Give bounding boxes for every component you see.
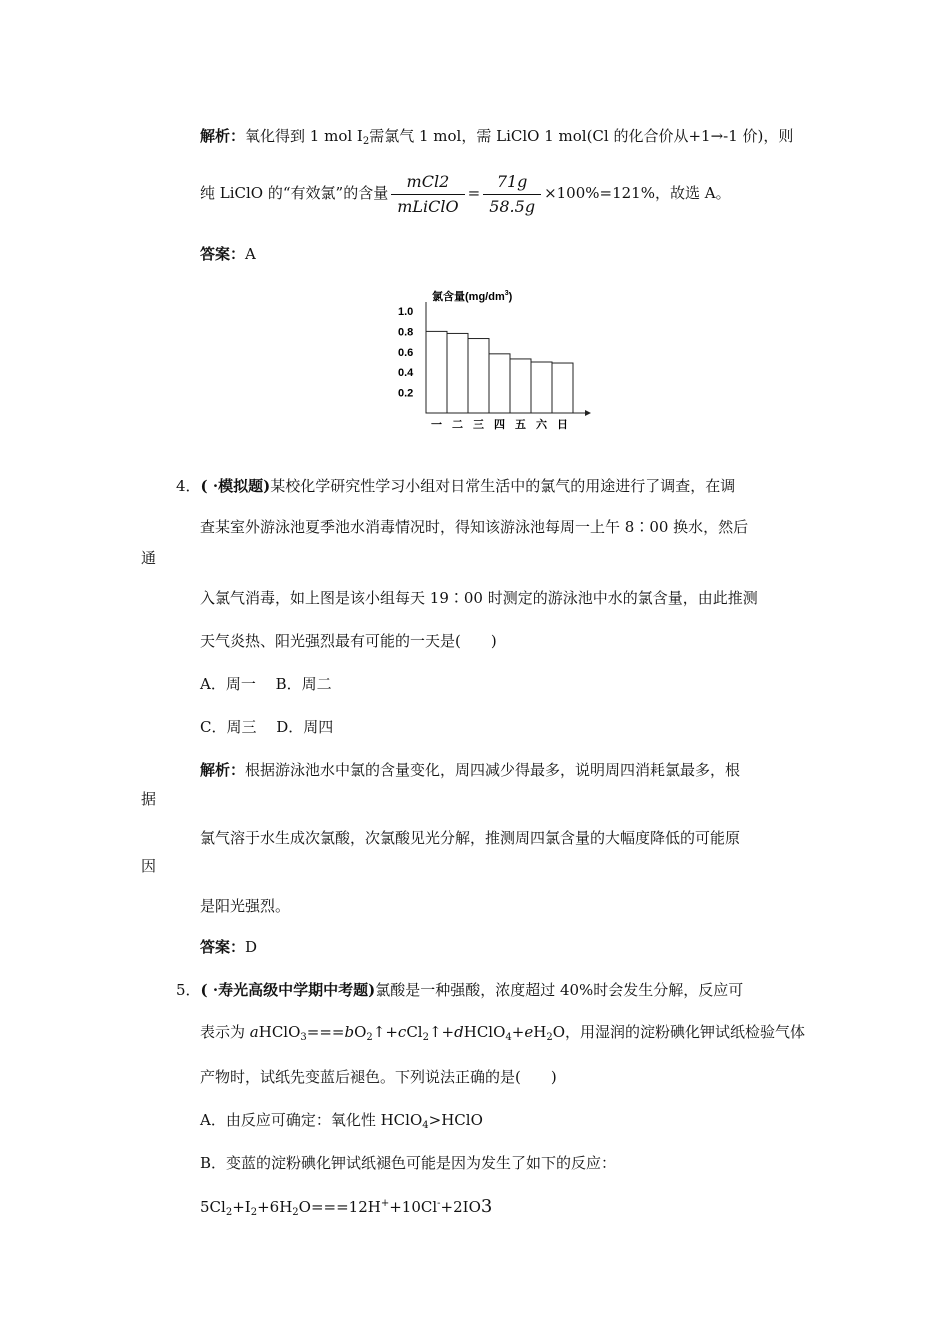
- bar-5: [510, 359, 531, 413]
- reaction-equation: $aHClO_3===bO_2↑+cCl_2↑+dHClO_4+eH_2O$: [249, 1023, 566, 1043]
- bar-2: [447, 333, 468, 413]
- y-tick-label: 0.6: [398, 346, 414, 359]
- y-tick-label: 0.8: [398, 326, 414, 339]
- x-tick-label: 日: [557, 419, 568, 431]
- q4-explanation-line2: 氯气溶于水生成次氯酸，次氯酸见光分解，推测周四氯含量的大幅度降低的可能原: [200, 829, 741, 847]
- x-tick-label: 四: [494, 419, 505, 431]
- x-tick-label: 六: [536, 419, 547, 431]
- q4-line3: 入氯气消毒，如上图是该小组每天 19∶00 时测定的游泳池中水的氯含量，由此推测: [200, 589, 758, 607]
- y-tick-label: 1.0: [398, 306, 414, 318]
- q4-line4: 天气炎热、阳光强烈最有可能的一天是( ): [200, 632, 497, 650]
- fraction-71g-58-5g: $\frac{71g}{58.5g}$: [483, 172, 541, 217]
- q4-explanation-wrap2: 因: [141, 857, 157, 875]
- q5-option-a: A．由反应可确定：氧化性 HClO$_4$>HClO: [200, 1111, 483, 1131]
- q4-explanation-line3: 是阳光强烈。: [200, 897, 291, 915]
- q4-line2-wrap: 通: [141, 549, 157, 567]
- bar-4: [489, 354, 510, 413]
- x-tick-label: 二: [452, 419, 463, 431]
- bar-3: [468, 339, 489, 413]
- q5-line1: 5．( ·寿光高级中学期中考题)氯酸是一种强酸，浓度超过 40%时会发生分解，反应可: [176, 981, 744, 999]
- x-tick-label: 三: [473, 419, 484, 431]
- bar-7: [552, 363, 573, 413]
- q5-reaction-equation: $5Cl_2+I_2+6H_2O===12H^++10Cl^-+2IO3$: [200, 1196, 493, 1218]
- x-axis-arrow: [585, 410, 591, 416]
- explanation-label: 解析：: [200, 127, 246, 145]
- q5-option-b: B．变蓝的淀粉碘化钾试纸褪色可能是因为发生了如下的反应：: [200, 1154, 617, 1172]
- q3-explanation-line1: 解析：氧化得到 1 mol $I_2$需氯气 1 mol，需 LiClO 1 mol(Cl 的化合价从+1→-1 价)，则: [200, 127, 794, 147]
- q4-line2: 查某室外游泳池夏季池水消毒情况时，得知该游泳池每周一上午 8∶00 换水，然后: [200, 518, 749, 536]
- chart-title: 氯含量$(mg/dm^3)$: [432, 290, 513, 303]
- q4-options-ab: A．周一 B．周二: [200, 675, 332, 693]
- chlorine-content-bar-chart: [390, 286, 600, 436]
- q4-options-cd: C．周三 D．周四: [200, 718, 334, 736]
- fraction-mcl2-mliclo: $\frac{\text{mCl2}}{\text{mLiClO}}$: [391, 172, 464, 217]
- y-tick-label: 0.2: [398, 387, 414, 400]
- q3-answer: 答案：A: [200, 245, 256, 263]
- x-tick-label: 一: [431, 419, 442, 431]
- q4-line1: 4．( ·模拟题)某校化学研究性学习小组对日常生活中的氯气的用途进行了调查，在调: [176, 477, 736, 495]
- bar-6: [531, 362, 552, 413]
- q4-answer: 答案：D: [200, 938, 258, 956]
- q5-line3: 产物时，试纸先变蓝后褪色。下列说法正确的是( ): [200, 1068, 557, 1086]
- q3-explanation-line2: 纯 LiClO 的“有效氯”的含量 $\frac{\text{mCl2}}{\text{mLiClO}}$ = $\frac{71g}{58.5g}$ ×100%=121%，故选 A。: [200, 171, 731, 216]
- x-tick-label: 五: [515, 419, 526, 431]
- bar-1: [426, 331, 447, 413]
- y-tick-label: 0.4: [398, 367, 414, 380]
- q4-explanation-line1: 解析：根据游泳池水中氯的含量变化，周四减少得最多，说明周四消耗氯最多，根: [200, 761, 741, 779]
- q5-line2: 表示为 $aHClO_3===bO_2↑+cCl_2↑+dHClO_4+eH_2O$，用湿润的淀粉碘化钾试纸检验气体: [200, 1023, 806, 1043]
- q4-explanation-wrap1: 据: [141, 790, 157, 808]
